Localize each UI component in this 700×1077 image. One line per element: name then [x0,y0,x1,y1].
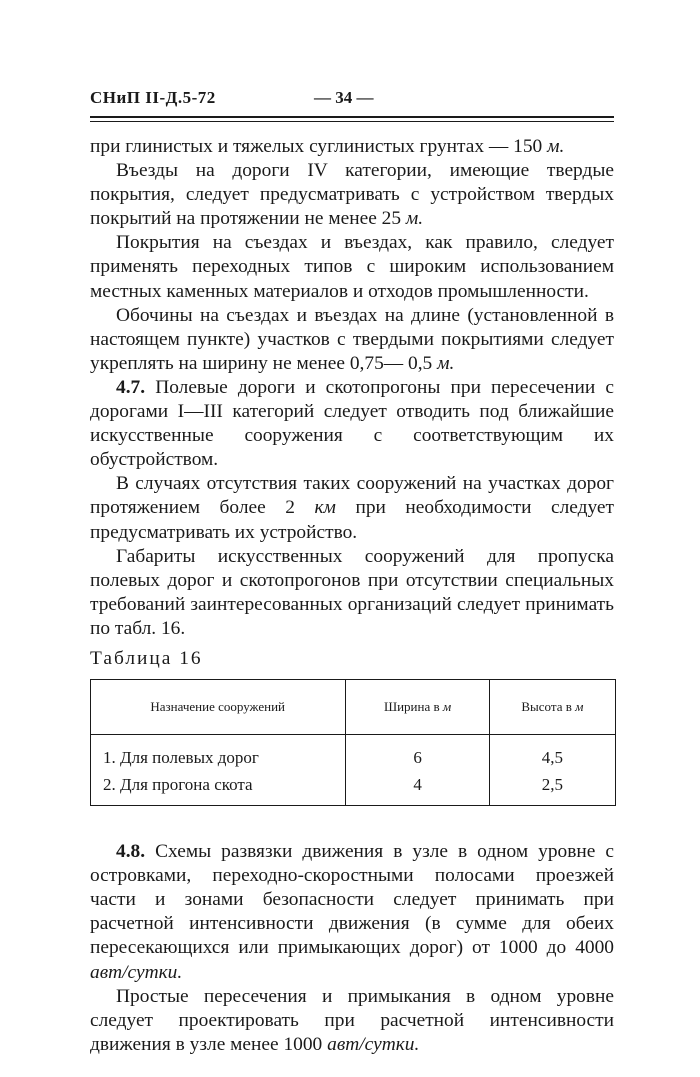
unit: м. [437,352,455,374]
page-number: — 34 — [314,88,374,107]
cell-width: 6 [346,735,489,772]
unit: км [314,497,336,519]
dimensions-table [90,679,616,806]
cell-purpose: 2. Для прогона скота [91,771,346,806]
section-number: 4.7. [116,376,146,398]
section-4-7: 4.7. Полевые дороги и скотопрогоны при пересечении с дорогами I—III категорий следует отводить под ближайшие искусственные сооружения с соответствующим их обустройством. [90,376,614,471]
paragraph: Обочины на съездах и въездах на длине (установленной в настоящем пункте) участков с твердыми покрытиями следует укреплять на ширину не менее 0,75— 0,5 м. [90,304,614,374]
column-header-height: Высота в м [489,680,615,735]
document-body [90,135,614,1057]
paragraph: В случаях отсутствия таких сооружений на участках дорог протяжением более 2 км при необходимости следует предусматривать их устройство. [90,473,614,543]
column-header-width: Ширина в м [346,680,489,735]
paragraph: при глинистых и тяжелых суглинистых грунтах — 150 м. [90,136,565,157]
header-rule [90,116,614,118]
header-rule-thin [90,121,614,122]
table-row [91,771,616,806]
paragraph: Габариты искусственных сооружений для пропуска полевых дорог и скотопрогонов при отсутствии специальных требований заинтересованных организаций следует принимать по табл. 16. [90,545,614,639]
section-number: 4.8. [116,841,146,863]
section-4-8: 4.8. Схемы развязки движения в узле в одном уровне с островками, переходно-скоростными полосами проезжей части и зонами безопасности следует принимать при расчетной интенсивности движения (в сумме для обеих пересекающихся или примыкающих дорог) от 1000 до 4000 авт/сутки. [90,841,614,983]
cell-purpose: 1. Для полевых дорог [91,735,346,772]
table-caption: Таблица 16 [90,647,203,669]
paragraph: Покрытия на съездах и въездах, как правило, следует применять переходных типов с широким использованием местных каменных материалов и отходов промышленности. [90,232,614,302]
cell-width: 4 [346,771,489,806]
column-header-purpose: Назначение сооружений [91,680,346,735]
cell-height: 4,5 [489,735,615,772]
unit: м. [405,208,424,230]
table-row [91,735,616,772]
cell-height: 2,5 [489,771,615,806]
page-header [90,88,610,112]
paragraph: Простые пересечения и примыкания в одном уровне следует проектировать при расчетной интенсивности движения в узле менее 1000 авт/сутки. [90,985,614,1055]
unit: авт/сутки. [327,1033,420,1055]
paragraph: Въезды на дороги IV категории, имеющие твердые покрытия, следует предусматривать с устройством твердых покрытий на протяжении не менее 25 м. [90,160,614,230]
unit: авт/сутки. [90,961,183,983]
document-code: СНиП II-Д.5-72 [90,88,216,107]
unit: м. [547,136,565,157]
